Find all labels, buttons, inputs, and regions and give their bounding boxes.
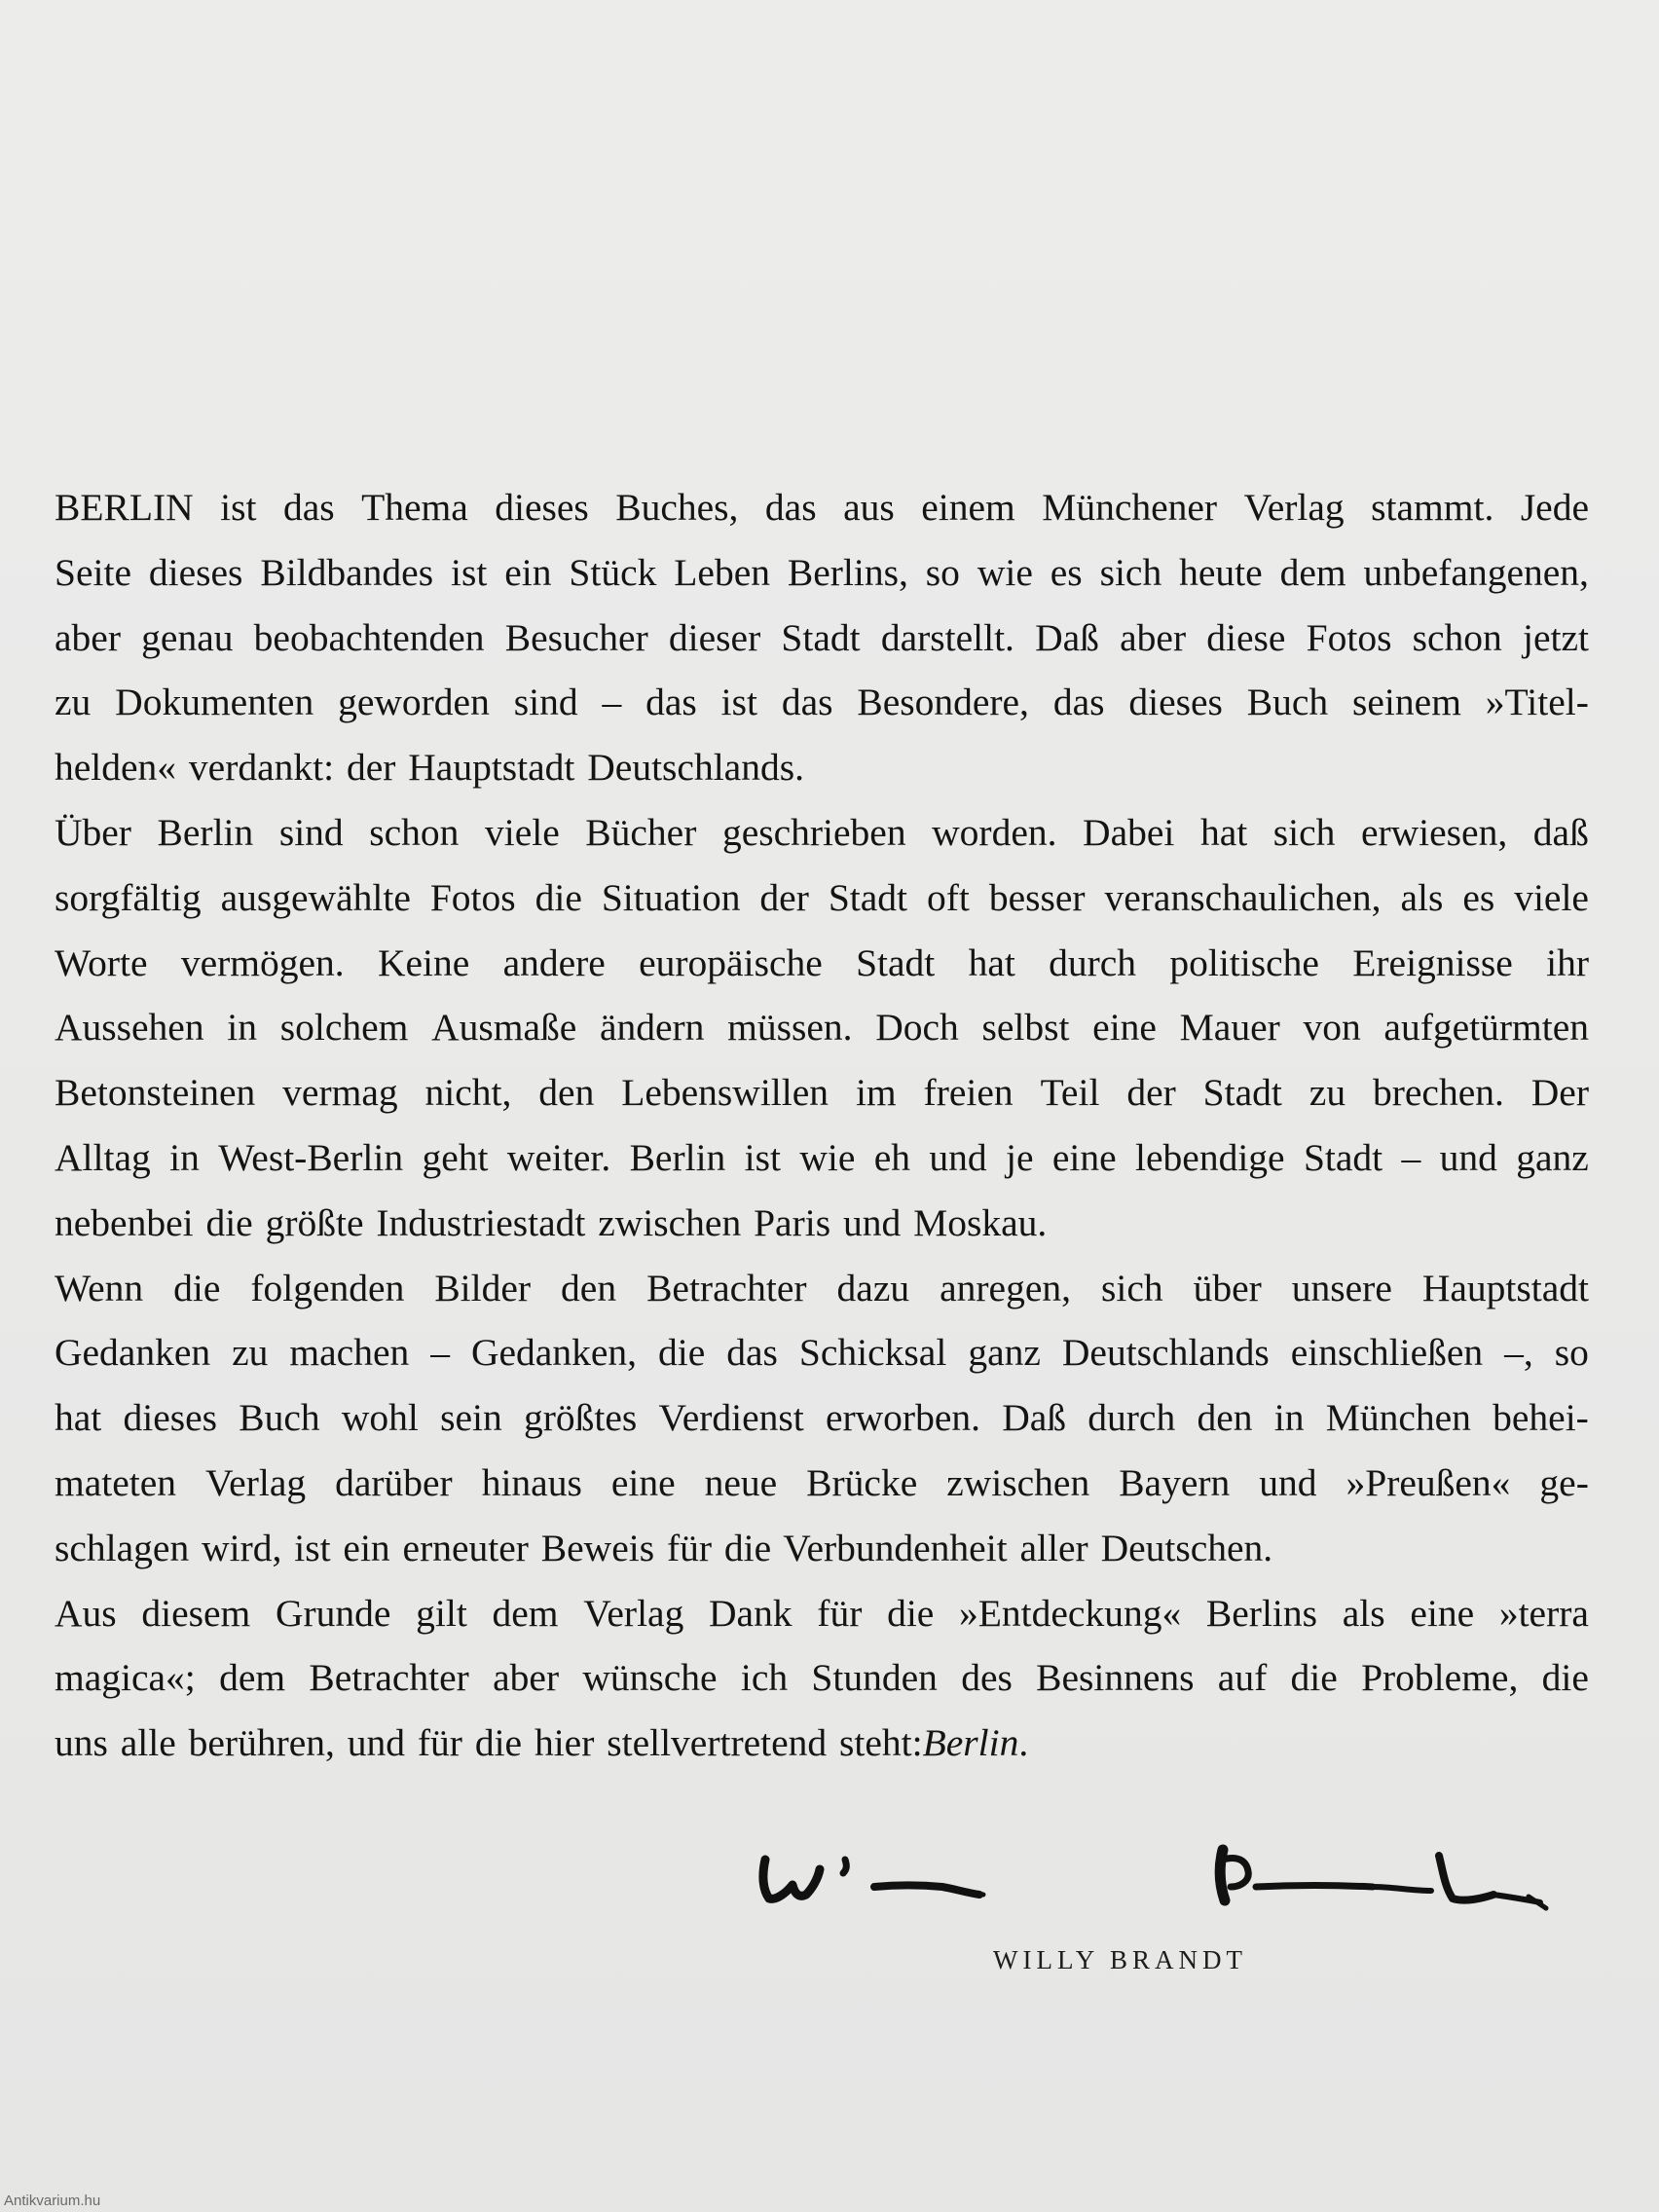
text-line: Alltag in West-Berlin geht weiter. Berlin ist wie eh und je eine lebendige Stadt – und ganz [55,1135,1589,1179]
text-line: hat dieses Buch wohl sein größtes Verdienst erworben. Daß durch den in München behei- [55,1396,1589,1440]
text-line: sorgfältig ausgewählte Fotos die Situation der Stadt oft besser veranschaulichen, als es viele [55,875,1589,919]
text-line: zu Dokumenten geworden sind – das ist das Besondere, das dieses Buch seinem »Titel- [55,681,1589,724]
text-line: Aussehen in solchem Ausmaße ändern müssen. Doch selbst eine Mauer von aufgetürmten [55,1006,1589,1050]
text-line: magica«; dem Betrachter aber wünsche ich Stunden des Besinnens auf die Probleme, die [55,1656,1589,1700]
text-line: Betonsteinen vermag nicht, den Lebenswillen im freien Teil der Stadt zu brechen. Der [55,1071,1589,1115]
text-line: Aus diesem Grunde gilt dem Verlag Dank für die »Entdeckung« Berlins als eine »terra [55,1591,1589,1635]
text-line: BERLIN ist das Thema dieses Buches, das aus einem Münchener Verlag stammt. Jede [55,486,1589,529]
handwritten-signature [750,1830,1587,1937]
text-line: schlagen wird, ist ein erneuter Beweis für die Verbundenheit aller Deutschen. [55,1526,1273,1569]
text-line: helden« verdankt: der Hauptstadt Deutschlands. [55,746,804,790]
text-line: mateten Verlag darüber hinaus eine neue Brücke zwischen Bayern und »Preußen« ge- [55,1460,1589,1504]
text-line: aber genau beobachtenden Besucher dieser Stadt darstellt. Daß aber diese Fotos schon jetzt [55,615,1589,659]
text-line: Über Berlin sind schon viele Bücher geschrieben worden. Dabei hat sich erwiesen, daß [55,810,1589,854]
foreword-text [55,475,1589,1776]
text-line: Seite dieses Bildbandes ist ein Stück Leben Berlins, so wie es sich heute dem unbefangenen, [55,550,1589,594]
text-line: nebenbei die größte Industriestadt zwischen Paris und Moskau. [55,1200,1048,1244]
italic-berlin: Berlin [922,1721,1019,1765]
text-line: Worte vermögen. Keine andere europäische Stadt hat durch politische Ereignisse ihr [55,940,1589,984]
text-line: uns alle berühren, und für die hier stellvertretend steht: Berlin . [55,1711,1589,1776]
text-line: Wenn die folgenden Bilder den Betrachter dazu anregen, sich über unsere Hauptstadt [55,1266,1589,1309]
final-period: . [1018,1721,1029,1765]
text-line: Gedanken zu machen – Gedanken, die das Schicksal ganz Deutschlands einschließen –, so [55,1331,1589,1375]
signatory-name: WILLY BRANDT [993,1945,1248,1974]
watermark: Antikvarium.hu [4,2193,101,2209]
